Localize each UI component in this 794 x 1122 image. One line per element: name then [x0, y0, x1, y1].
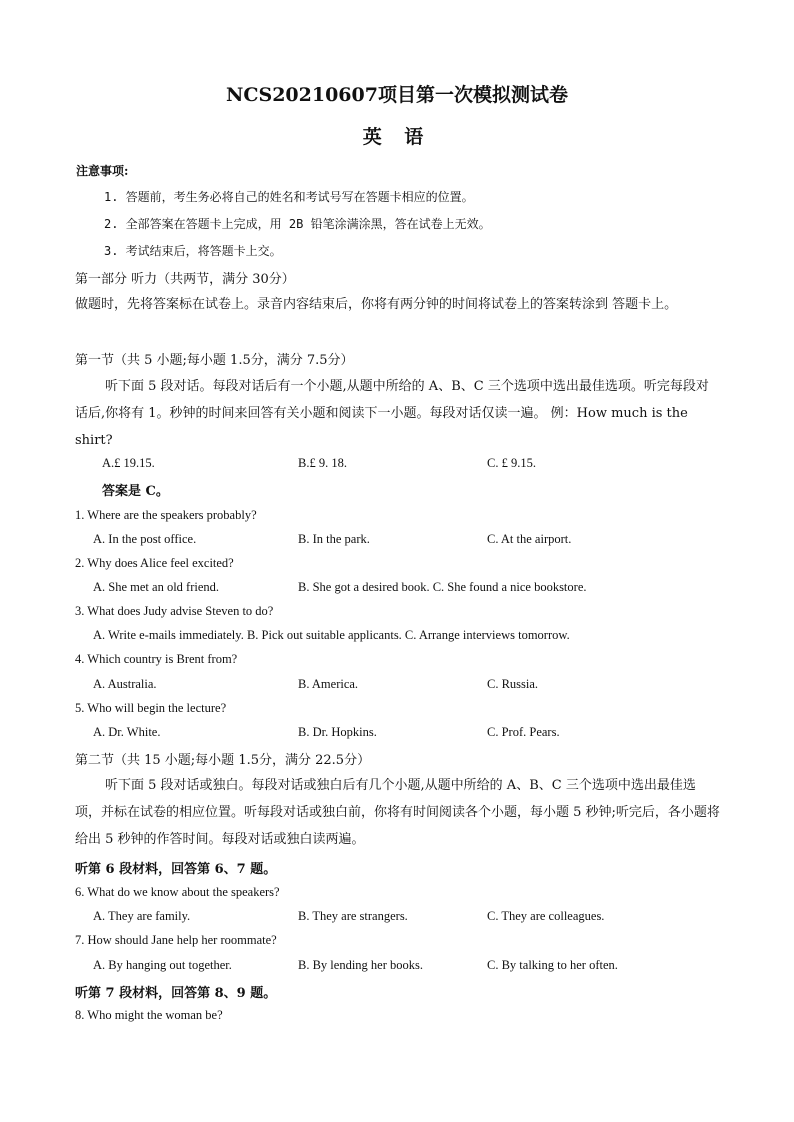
option: B. America.: [298, 677, 359, 691]
option: C. By talking to her often.: [487, 958, 618, 972]
option: C. Russia.: [487, 677, 539, 691]
option: C. Prof. Pears.: [487, 725, 560, 739]
exam-title: NCS20210607项目第一次模拟测试卷: [226, 84, 568, 106]
section2-instruction: 听下面 5 段对话或独白。每段对话或独白后有几个小题,从题中所给的 A、B、C 三个选项中选出最佳选项，并标在试卷的相应位置。听每段对话或独白前，你将有时间阅读各个小题，每小题 5 秒钟;听完后，各小题将给出 5 秒钟的作答时间。每段对话或独白读两遍。: [75, 778, 720, 847]
example-option-a: A.£ 19.15.: [102, 456, 155, 470]
notice-item: 1. 答题前，考生务必将自己的姓名和考试号写在答题卡相应的位置。: [104, 190, 474, 204]
notice-item: 2. 全部答案在答题卡上完成，用 2B 铅笔涂满涂黑，答在试卷上无效。: [104, 217, 491, 231]
option: B. By lending her books.: [298, 958, 423, 972]
question-1: 1. Where are the speakers probably?: [75, 508, 257, 522]
section1-heading: 第一节（共 5 小题;每小题 1.5分，满分 7.5分）: [75, 353, 354, 368]
option: A. They are family.: [93, 909, 191, 923]
section2-heading: 第二节（共 15 小题;每小题 1.5分，满分 22.5分）: [75, 753, 371, 768]
part1-instruction: 做题时，先将答案标在试卷上。录音内容结束后，你将有两分钟的时间将试卷上的答案转涂到 答题卡上。: [75, 297, 678, 312]
group-heading: 听第 7 段材料，回答第 8、9 题。: [75, 986, 277, 1001]
question-8: 8. Who might the woman be?: [75, 1008, 223, 1022]
example-option-c: C. £ 9.15.: [487, 456, 536, 470]
notice-heading: 注意事项:: [76, 164, 129, 178]
option: B. She got a desired book. C. She found a nice bookstore.: [298, 580, 587, 594]
option: A. Dr. White.: [93, 725, 161, 739]
option: B. Dr. Hopkins.: [298, 725, 377, 739]
question-7: 7. How should Jane help her roommate?: [75, 933, 277, 947]
option: A. Write e-mails immediately. B. Pick out suitable applicants. C. Arrange interviews tomorrow.: [93, 628, 570, 642]
notice-item: 3. 考试结束后，将答题卡上交。: [104, 244, 282, 258]
subject-title: 英 语: [362, 126, 432, 148]
question-5: 5. Who will begin the lecture?: [75, 701, 227, 715]
question-6: 6. What do we know about the speakers?: [75, 885, 280, 899]
question-2: 2. Why does Alice feel excited?: [75, 556, 234, 570]
option: B. In the park.: [298, 532, 370, 546]
option: A. In the post office.: [93, 532, 197, 546]
example-answer: 答案是 C。: [102, 484, 169, 499]
option: C. They are colleagues.: [487, 909, 605, 923]
question-3: 3. What does Judy advise Steven to do?: [75, 604, 274, 618]
section1-instruction: 听下面 5 段对话。每段对话后有一个小题,从题中所给的 A、B、C 三个选项中选出最佳选项。听完每段对话后,你将有 1。秒钟的时间来回答有关小题和阅读下一小题。每段对话仅读一遍。 例：How much is the shirt?: [75, 379, 709, 448]
question-4: 4. Which country is Brent from?: [75, 652, 238, 666]
example-option-b: B.£ 9. 18.: [298, 456, 347, 470]
group-heading: 听第 6 段材料，回答第 6、7 题。: [75, 862, 277, 877]
option: A. Australia.: [93, 677, 157, 691]
part1-heading: 第一部分 听力（共两节，满分 30分）: [75, 272, 295, 287]
option: A. By hanging out together.: [93, 958, 232, 972]
option: B. They are strangers.: [298, 909, 408, 923]
option: C. At the airport.: [487, 532, 572, 546]
option: A. She met an old friend.: [93, 580, 220, 594]
